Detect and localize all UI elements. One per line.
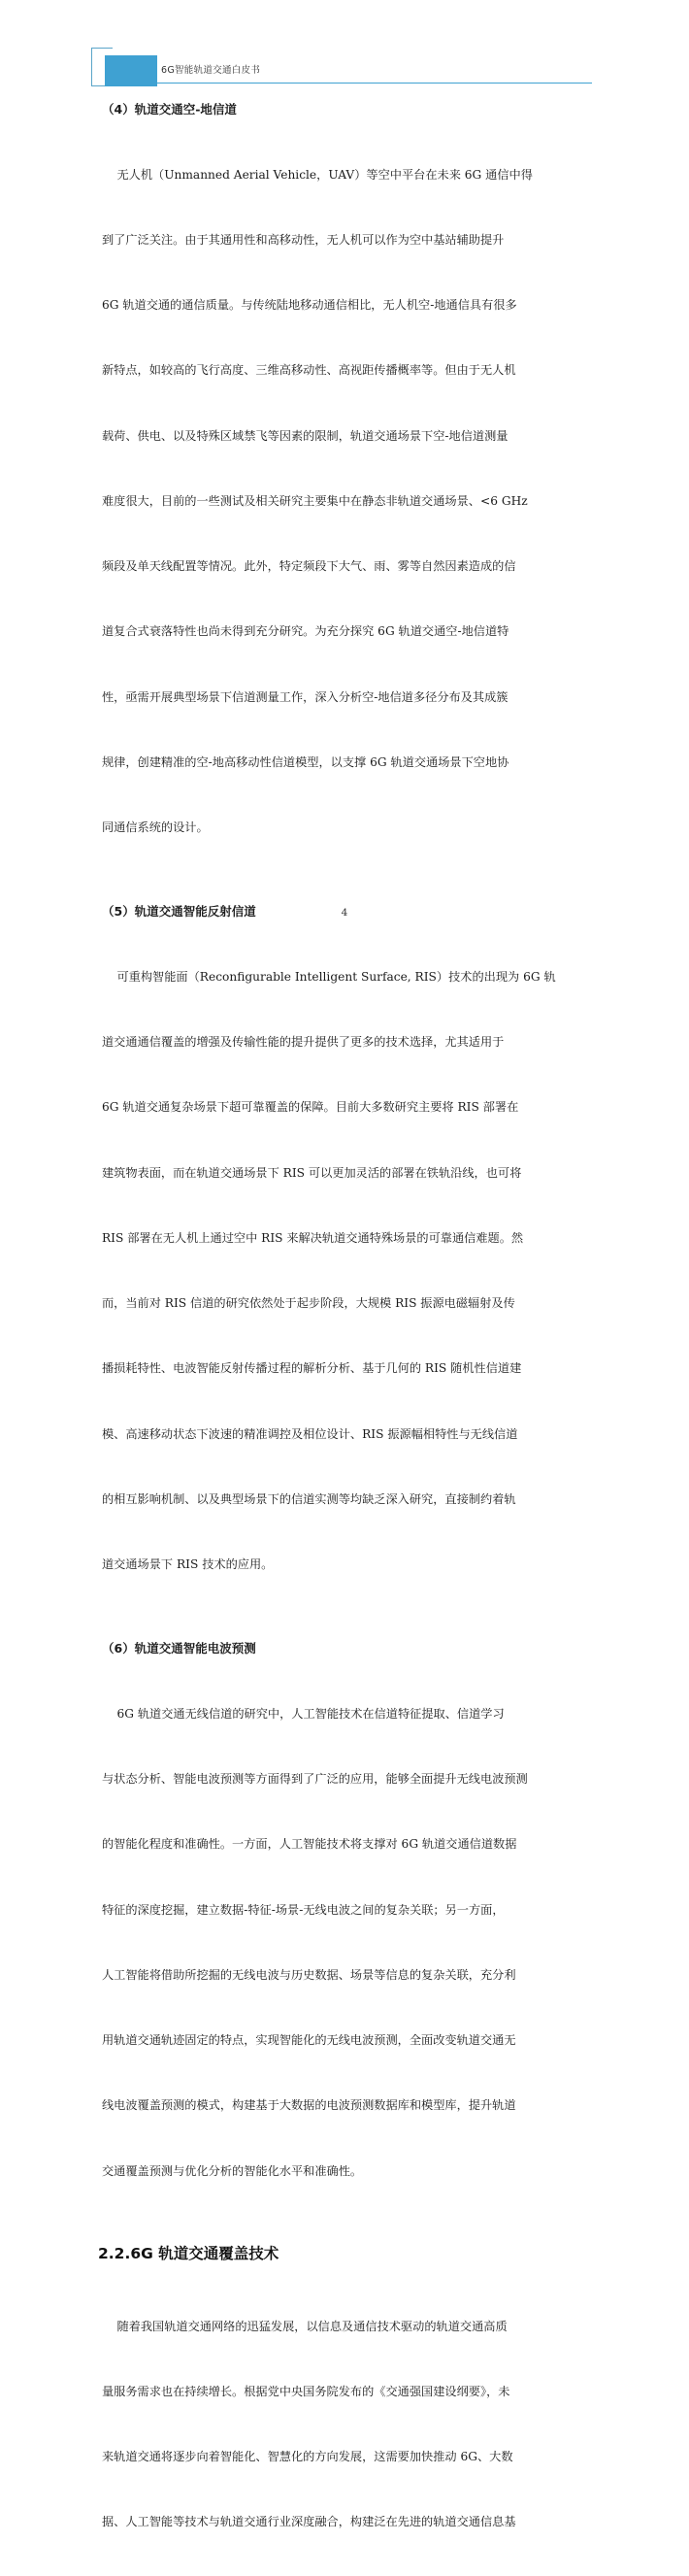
text-line: 同通信系统的设计。 xyxy=(102,820,209,834)
text-line: 规律，创建精准的空-地高移动性信道模型，以支撑 6G 轨道交通场景下空地协 xyxy=(102,754,509,769)
subsection-5-paragraph xyxy=(102,922,592,1619)
text-line: 量服务需求也在持续增长。根据党中央国务院发布的《交通强国建设纲要》，未 xyxy=(102,2384,510,2398)
running-header-title: 6G智能轨道交通白皮书 xyxy=(161,65,261,76)
subsection-4-paragraph xyxy=(102,120,592,882)
text-line: 用轨道交通轨迹固定的特点，实现智能化的无线电波预测，全面改变轨道交通无 xyxy=(102,2033,516,2048)
text-line: 6G 轨道交通的通信质量。与传统陆地移动通信相比，无人机空-地通信具有很多 xyxy=(102,298,517,313)
text-line: 可重构智能面（Reconfigurable Intelligent Surface, RIS）技术的出现为 6G 轨 xyxy=(102,970,556,985)
page-body xyxy=(98,99,592,2576)
text-line: 6G 轨道交通复杂场景下超可靠覆盖的保障。目前大多数研究主要将 RIS 部署在 xyxy=(102,1100,519,1115)
text-line: 据、人工智能等技术与轨道交通行业深度融合，构建泛在先进的轨道交通信息基 xyxy=(102,2515,516,2529)
text-line: 道复合式衰落特性也尚未得到充分研究。为充分探究 6G 轨道交通空-地信道特 xyxy=(102,624,509,639)
text-line: 交通覆盖预测与优化分析的智能化水平和准确性。 xyxy=(102,2163,363,2178)
text-line: 频段及单天线配置等情况。此外，特定频段下大气、雨、雾等自然因素造成的信 xyxy=(102,559,516,574)
text-line: 线电波覆盖预测的模式，构建基于大数据的电波预测数据库和模型库，提升轨道 xyxy=(102,2098,516,2113)
section-heading: 2.2.6G 轨道交通覆盖技术 xyxy=(98,2244,279,2262)
subsection-heading-6: （6）轨道交通智能电波预测 xyxy=(102,1641,256,1656)
header-rule xyxy=(157,83,592,84)
text-line: 到了广泛关注。由于其通用性和高移动性，无人机可以作为空中基站辅助提升 xyxy=(102,233,505,248)
text-line: 的智能化程度和准确性。一方面，人工智能技术将支撑对 6G 轨道交通信道数据 xyxy=(102,1837,517,1852)
text-line: 建筑物表面，而在轨道交通场景下 RIS 可以更加灵活的部署在铁轨沿线，也可将 xyxy=(102,1165,522,1180)
text-line: RIS 部署在无人机上通过空中 RIS 来解决轨道交通特殊场景的可靠通信难题。然 xyxy=(102,1230,524,1245)
text-line: 道交通场景下 RIS 技术的应用。 xyxy=(102,1557,274,1571)
text-line: 人工智能将借助所挖掘的无线电波与历史数据、场景等信息的复杂关联，充分利 xyxy=(102,1967,516,1982)
text-line: 性，亟需开展典型场景下信道测量工作，深入分析空-地信道多径分布及其成簇 xyxy=(102,689,509,704)
text-line: 新特点，如较高的飞行高度、三维高移动性、高视距传播概率等。但由于无人机 xyxy=(102,363,516,378)
text-line: 模、高速移动状态下波速的精准调控及相位设计、RIS 振源幅相特性与无线信道 xyxy=(102,1426,518,1441)
text-line: 播损耗特性、电波智能反射传播过程的解析分析、基于几何的 RIS 随机性信道建 xyxy=(102,1361,522,1376)
subsection-heading-4: （4）轨道交通空-地信道 xyxy=(102,102,237,117)
text-line: 与状态分析、智能电波预测等方面得到了广泛的应用，能够全面提升无线电波预测 xyxy=(102,1772,528,1787)
text-line: 无人机（Unmanned Aerial Vehicle，UAV）等空中平台在未来 6G 通信中得 xyxy=(102,167,533,182)
text-line: 来轨道交通将逐步向着智能化、智慧化的方向发展，这需要加快推动 6G、大数 xyxy=(102,2450,513,2464)
subsection-6-paragraph xyxy=(102,1659,592,2225)
text-line: 而，当前对 RIS 信道的研究依然处于起步阶段，大规模 RIS 振源电磁辐射及传 xyxy=(102,1296,515,1311)
text-line: 道交通通信覆盖的增强及传输性能的提升提供了更多的技术选择，尤其适用于 xyxy=(102,1035,505,1050)
text-line: 特征的深度挖掘，建立数据-特征-场景-无线电波之间的复杂关联；另一方面， xyxy=(102,1902,505,1917)
text-line: 载荷、供电、以及特殊区域禁飞等因素的限制，轨道交通场景下空-地信道测量 xyxy=(102,428,509,443)
text-line: 难度很大，目前的一些测试及相关研究主要集中在静态非轨道交通场景、<6 GHz xyxy=(102,493,528,508)
page-number: 4 xyxy=(341,907,348,919)
text-line: 的相互影响机制、以及典型场景下的信道实测等均缺乏深入研究，直接制约着轨 xyxy=(102,1491,516,1506)
text-line: 随着我国轨道交通网络的迅猛发展，以信息及通信技术驱动的轨道交通高质 xyxy=(102,2319,508,2333)
header-color-block xyxy=(105,55,157,86)
subsection-heading-5: （5）轨道交通智能反射信道 xyxy=(102,904,256,920)
text-line: 6G 轨道交通无线信道的研究中，人工智能技术在信道特征提取、信道学习 xyxy=(102,1707,505,1722)
section-paragraph xyxy=(102,2272,592,2576)
